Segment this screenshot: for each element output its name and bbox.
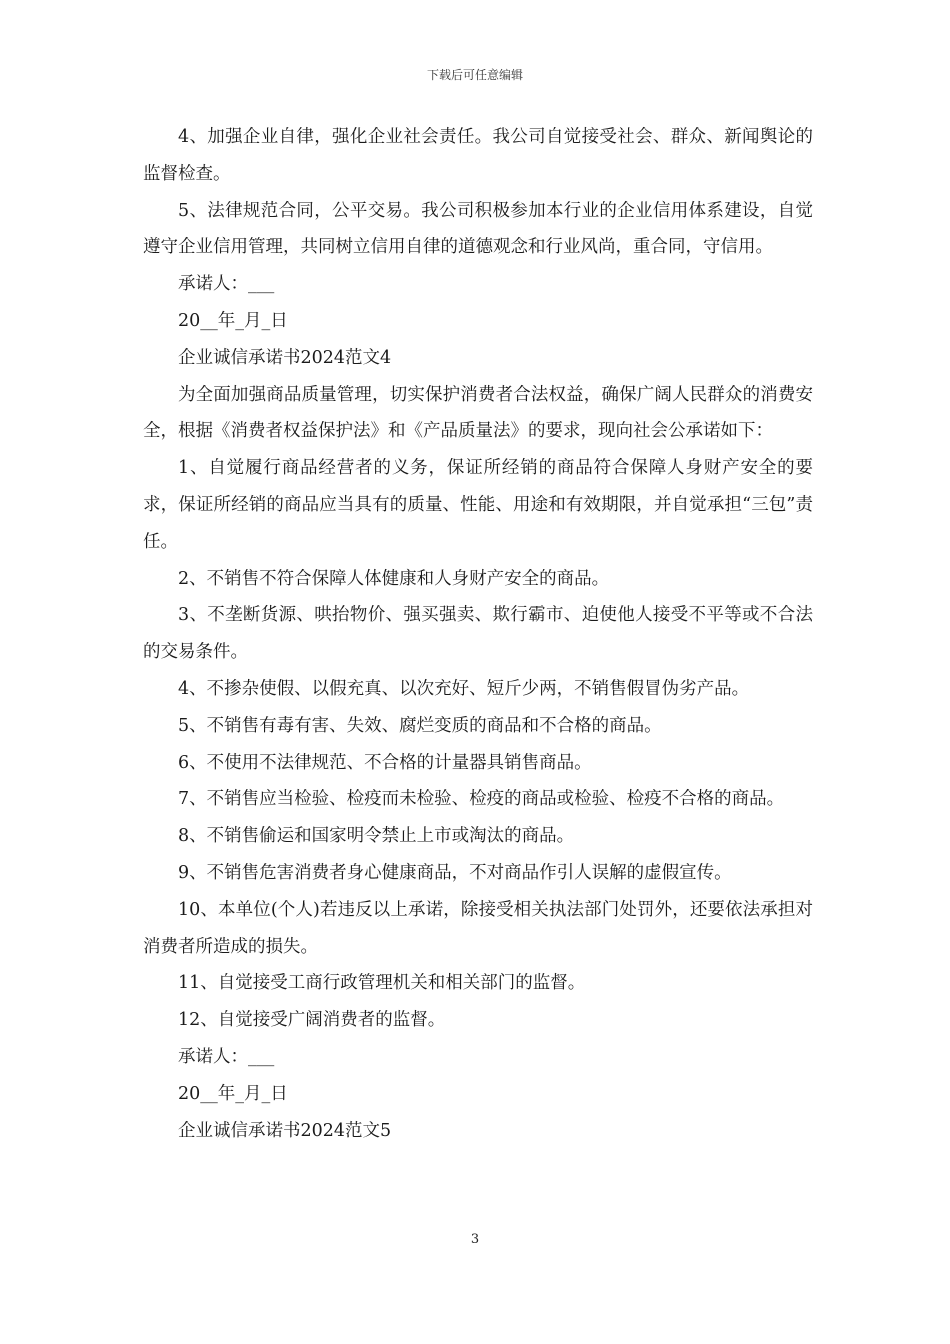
paragraph: 4、不掺杂使假、以假充真、以次充好、短斤少两，不销售假冒伪劣产品。	[178, 678, 750, 699]
paragraph: 7、不销售应当检验、检疫而未检验、检疫的商品或检验、检疫不合格的商品。	[178, 789, 785, 810]
paragraph: 12、自觉接受广阔消费者的监督。	[178, 1010, 446, 1031]
paragraph: 9、不销售危害消费者身心健康商品，不对商品作引人误解的虚假宣传。	[178, 862, 732, 883]
paragraph: 3、不垄断货源、哄抬物价、强买强卖、欺行霸市、迫使他人接受不平等或不合法的交易条件。	[143, 605, 813, 663]
document-body	[143, 119, 813, 1149]
paragraph: 10、本单位(个人)若违反以上承诺，除接受相关执法部门处罚外，还要依法承担对消费者所造成的损失。	[143, 899, 813, 957]
paragraph: 11、自觉接受工商行政管理机关和相关部门的监督。	[178, 973, 586, 994]
paragraph: 5、法律规范合同，公平交易。我公司积极参加本行业的企业信用体系建设，自觉遵守企业信用管理，共同树立信用自律的道德观念和行业风尚，重合同，守信用。	[143, 200, 813, 258]
section-title: 企业诚信承诺书2024范文5	[178, 1120, 392, 1141]
paragraph: 1、自觉履行商品经营者的义务，保证所经销的商品符合保障人身财产安全的要求，保证所经销的商品应当具有的质量、性能、用途和有效期限，并自觉承担“三包”责任。	[143, 458, 813, 552]
page-header: 下载后可任意编辑	[426, 68, 523, 82]
paragraph: 5、不销售有毒有害、失效、腐烂变质的商品和不合格的商品。	[178, 715, 662, 736]
signature-line: 承诺人：___	[178, 1046, 275, 1067]
paragraph: 6、不使用不法律规范、不合格的计量器具销售商品。	[178, 752, 592, 773]
section-title: 企业诚信承诺书2024范文4	[178, 347, 392, 368]
signature-line: 承诺人：___	[178, 274, 275, 295]
date-line: 20__年_月_日	[178, 1083, 288, 1104]
paragraph: 4、加强企业自律，强化企业社会责任。我公司自觉接受社会、群众、新闻舆论的监督检查。	[143, 127, 813, 184]
paragraph: 8、不销售偷运和国家明令禁止上市或淘汰的商品。	[178, 826, 575, 847]
page-number: 3	[470, 1232, 480, 1247]
date-line: 20__年_月_日	[178, 310, 288, 331]
paragraph: 为全面加强商品质量管理，切实保护消费者合法权益，确保广阔人民群众的消费安全，根据《消费者权益保护法》和《产品质量法》的要求，现向社会公承诺如下：	[143, 384, 813, 442]
paragraph: 2、不销售不符合保障人体健康和人身财产安全的商品。	[178, 568, 610, 589]
